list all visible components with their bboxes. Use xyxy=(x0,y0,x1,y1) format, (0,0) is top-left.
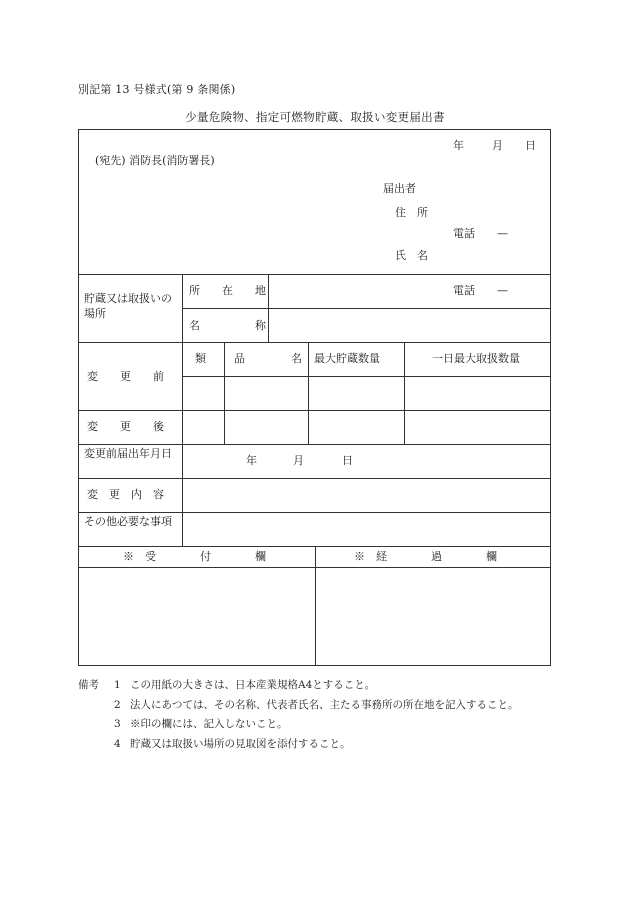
change-content-label: 変 更 内 容 xyxy=(87,488,164,501)
location-address-label: 所 在 地 xyxy=(189,284,266,297)
divider xyxy=(79,478,550,479)
divider xyxy=(404,342,405,444)
divider xyxy=(79,512,550,513)
name-label: 氏 名 xyxy=(395,249,428,262)
notifier-label: 届出者 xyxy=(383,182,416,195)
location-name-label: 名 称 xyxy=(189,319,266,332)
col-max-storage: 最大貯蔵数量 xyxy=(314,352,380,365)
pre-change-day: 日 xyxy=(342,454,353,467)
col-item: 品 xyxy=(234,352,245,365)
note-item xyxy=(78,676,519,696)
reception-column-header: ※ 受 付 欄 xyxy=(123,550,266,563)
col-max-daily: 一日最大取扱数量 xyxy=(432,352,520,365)
divider xyxy=(79,444,550,445)
note-item xyxy=(78,696,519,716)
col-type: 類 xyxy=(195,352,206,365)
divider xyxy=(182,274,183,546)
divider xyxy=(315,546,316,665)
pre-change-date-label: 変更前届出年月日 xyxy=(84,447,172,460)
header-month: 月 xyxy=(492,139,503,152)
header-day: 日 xyxy=(525,139,536,152)
header-year: 年 xyxy=(453,139,464,152)
divider xyxy=(79,342,550,343)
note-item xyxy=(78,735,519,755)
note-number: 4 xyxy=(114,737,121,750)
notifier-phone: 電話 — xyxy=(453,227,508,240)
note-text: ※印の欄には、記入しないこと。 xyxy=(130,718,288,730)
divider xyxy=(268,274,269,342)
location-section-label: 貯蔵又は取扱いの場所 xyxy=(84,292,172,320)
after-change-label: 変 更 後 xyxy=(87,420,164,433)
before-change-label: 変 更 前 xyxy=(87,370,164,383)
note-number: 3 xyxy=(114,718,121,730)
pre-change-month: 月 xyxy=(293,454,304,467)
col-name: 名 xyxy=(291,352,302,365)
location-phone: 電話 — xyxy=(453,284,508,297)
divider xyxy=(308,342,309,444)
pre-change-year: 年 xyxy=(246,454,257,467)
notes xyxy=(78,676,519,754)
notes-label: 備考 xyxy=(78,679,99,691)
addressee: (宛先) 消防長(消防署長) xyxy=(95,154,215,167)
note-text: 貯蔵又は取扱い場所の見取図を添付すること。 xyxy=(130,737,351,750)
address-label: 住 所 xyxy=(395,206,428,219)
divider xyxy=(79,410,550,411)
divider xyxy=(224,342,225,444)
col-item-name xyxy=(234,352,302,366)
other-label: その他必要な事項 xyxy=(84,515,172,528)
progress-column-header: ※ 経 過 欄 xyxy=(354,550,497,563)
form-title: 少量危険物、指定可燃物貯蔵、取扱い変更届出書 xyxy=(185,110,445,124)
note-text: 法人にあつては、その名称、代表者氏名、主たる事務所の所在地を記入すること。 xyxy=(130,698,519,711)
divider xyxy=(182,376,550,377)
note-number: 2 xyxy=(114,698,121,711)
form-table xyxy=(78,129,551,666)
note-text: この用紙の大きさは、日本産業規格A4とすること。 xyxy=(130,679,376,691)
note-item xyxy=(78,715,519,735)
divider xyxy=(79,274,550,275)
divider xyxy=(182,308,550,309)
note-number: 1 xyxy=(114,679,121,691)
form-number: 別記第 13 号様式(第 9 条関係) xyxy=(78,83,236,96)
